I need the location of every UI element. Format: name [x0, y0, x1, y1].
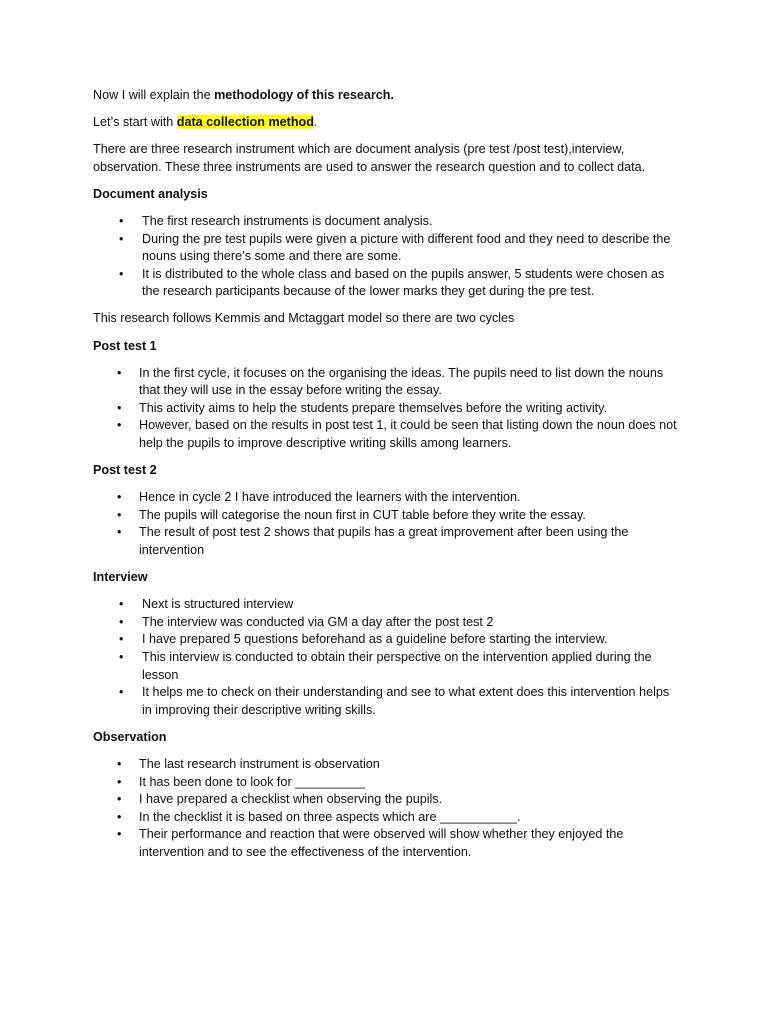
list-item: • In the first cycle, it focuses on the organising the ideas. The pupils need to list down the nouns that they will use in the essay before writing the essay. — [93, 365, 678, 400]
intro-line-2 — [93, 114, 678, 132]
heading-observation: Observation — [93, 729, 167, 744]
list-item: • It helps me to check on their understanding and see to what extent does this intervention helps in improving their descriptive writing skills. — [93, 684, 678, 719]
list-item: • The pupils will categorise the noun first in CUT table before they write the essay. — [93, 507, 678, 525]
heading-post-test-2: Post test 2 — [93, 463, 157, 478]
list-item: • The result of post test 2 shows that pupils has a great improvement after been using the intervention — [93, 524, 678, 559]
list-item: • The first research instruments is document analysis. — [93, 213, 678, 231]
intro-line-2-end: . — [313, 115, 318, 130]
list-post-test-2 — [93, 489, 678, 559]
list-item: • However, based on the results in post test 1, it could be seen that listing down the noun does not help the pupils to improve descriptive writing skills among learners. — [93, 417, 678, 452]
list-observation — [93, 756, 678, 862]
model-note: This research follows Kemmis and Mctaggart model so there are two cycles — [93, 311, 515, 326]
list-item: • The interview was conducted via GM a day after the post test 2 — [93, 614, 678, 632]
list-item: • This interview is conducted to obtain their perspective on the intervention applied during the lesson — [93, 649, 678, 684]
heading-post-test-1: Post test 1 — [93, 338, 157, 353]
list-item: • Hence in cycle 2 I have introduced the learners with the intervention. — [93, 489, 678, 507]
list-interview — [93, 596, 678, 719]
list-item: • Their performance and reaction that were observed will show whether they enjoyed the intervention and to see the effectiveness of the intervention. — [93, 826, 678, 861]
intro-line-1-bold: methodology of this research. — [214, 88, 394, 102]
list-item: • I have prepared 5 questions beforehand as a guideline before starting the interview. — [93, 631, 678, 649]
list-item: • In the checklist it is based on three aspects which are ___________. — [93, 809, 678, 827]
intro-paragraph: There are three research instrument which are document analysis (pre test /post test),interview, observation. These three instruments are used to answer the research question and to collect data. — [93, 142, 646, 174]
list-item: • During the pre test pupils were given a picture with different food and they need to describe the nouns using there’s some and there are some. — [93, 231, 678, 266]
list-item: • This activity aims to help the students prepare themselves before the writing activity. — [93, 400, 678, 418]
heading-interview: Interview — [93, 570, 148, 585]
list-item: • It is distributed to the whole class and based on the pupils answer, 5 students were chosen as the research participants because of the lower marks they get during the pre test. — [93, 266, 678, 301]
list-item: • I have prepared a checklist when observing the pupils. — [93, 791, 678, 809]
heading-document-analysis: Document analysis — [93, 186, 208, 201]
list-item: • The last research instrument is observation — [93, 756, 678, 774]
intro-line-1 — [93, 87, 678, 105]
intro-line-1-text: Now I will explain the — [93, 88, 215, 102]
highlighted-phrase: data collection method — [176, 115, 314, 130]
list-item: • It has been done to look for __________ — [93, 774, 678, 792]
list-document-analysis — [93, 213, 678, 301]
list-item: • Next is structured interview — [93, 596, 678, 614]
intro-line-2-text: Let’s start with — [93, 115, 177, 130]
list-post-test-1 — [93, 365, 678, 453]
